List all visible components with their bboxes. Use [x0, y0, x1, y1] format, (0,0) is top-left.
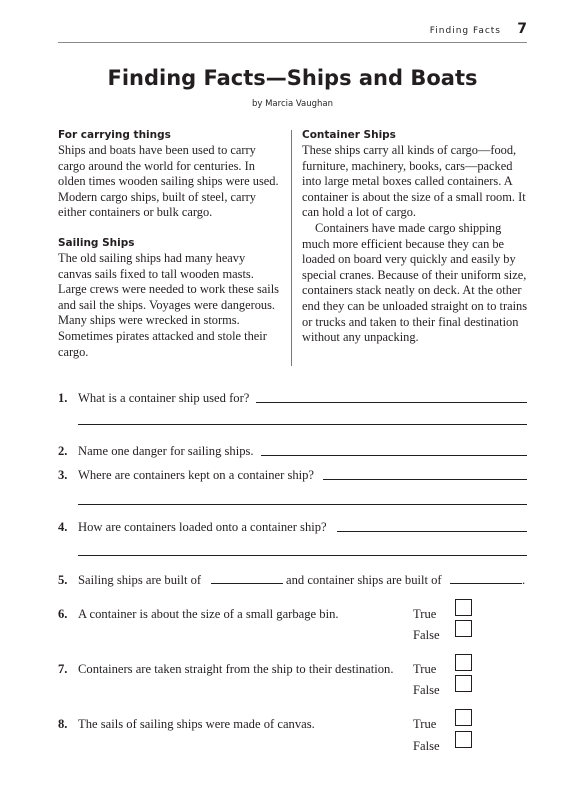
false-checkbox[interactable]: [455, 620, 472, 637]
question-number: 3.: [58, 468, 68, 482]
question-number: 8.: [58, 717, 68, 731]
answer-line-1b[interactable]: [78, 424, 527, 425]
paragraph-container-ships-1: These ships carry all kinds of cargo—food, furniture, machinery, books, cars—packed into large metal boxes called containers. A container is about the size of a small room. It can hold a lot of cargo.: [302, 143, 526, 220]
question-text: Containers are taken straight from the ship to their destination.: [78, 662, 394, 676]
question-number: 2.: [58, 444, 68, 458]
true-checkbox[interactable]: [455, 709, 472, 726]
answer-line-3a[interactable]: [323, 479, 527, 480]
false-label: False: [413, 739, 440, 753]
answer-line-3b[interactable]: [78, 504, 527, 505]
page-title: Finding Facts—Ships and Boats: [107, 66, 478, 90]
paragraph-carrying: Ships and boats have been used to carry cargo around the world for centuries. In olden times wooden sailing ships were used. Modern cargo ships, built of steel, carry either containers or bulk cargo.: [58, 143, 279, 220]
page-number: 7: [517, 21, 527, 37]
true-label: True: [413, 662, 437, 676]
false-label: False: [413, 683, 440, 697]
question-number: 1.: [58, 391, 68, 405]
false-label: False: [413, 628, 440, 642]
true-label: True: [413, 717, 437, 731]
paragraph-sailing-ships: The old sailing ships had many heavy canvas sails fixed to tall wooden masts. Large crews were needed to work these sails and sail the ships. Voyages were dangerous. Many ships were wrecked in storms. Sometimes pirates attacked and stole their cargo.: [58, 250, 279, 359]
question-number: 7.: [58, 662, 68, 676]
question-number: 6.: [58, 607, 68, 621]
paragraph-container-ships-2: Containers have made cargo shipping much more efficient because they can be loaded on board very quickly and easily by special cranes. Because of their uniform size, containers stack neatly on deck. At the other end they can be unloaded straight on to trains or trucks and taken to their final destination without any unpacking.: [302, 220, 528, 345]
question-text: A container is about the size of a small garbage bin.: [78, 607, 339, 621]
question-text: Name one danger for sailing ships.: [78, 444, 254, 458]
heading-carrying: For carrying things: [58, 129, 171, 141]
question-text: How are containers loaded onto a container ship?: [78, 520, 327, 534]
answer-blank-5b[interactable]: [450, 583, 522, 584]
true-label: True: [413, 607, 437, 621]
section-title: Finding Facts: [429, 26, 501, 36]
right-column: [302, 128, 530, 346]
column-divider: [291, 130, 292, 366]
question-number: 5.: [58, 573, 68, 587]
answer-line-4a[interactable]: [337, 531, 527, 532]
true-checkbox[interactable]: [455, 654, 472, 671]
left-column: [58, 128, 280, 360]
heading-sailing-ships: Sailing Ships: [58, 236, 135, 249]
false-checkbox[interactable]: [455, 675, 472, 692]
heading-container-ships: Container Ships: [302, 129, 396, 141]
answer-blank-5a[interactable]: [211, 583, 283, 584]
answer-line-4b[interactable]: [78, 555, 527, 556]
byline: by Marcia Vaughan: [251, 99, 334, 109]
question-text: The sails of sailing ships were made of canvas.: [78, 717, 315, 731]
answer-line-1a[interactable]: [256, 402, 527, 403]
false-checkbox[interactable]: [455, 731, 472, 748]
question-text: Where are containers kept on a container ship?: [78, 468, 315, 482]
answer-line-2[interactable]: [261, 455, 527, 456]
question-text-c: .: [522, 573, 526, 587]
question-text: What is a container ship used for?: [78, 391, 250, 405]
question-text-b: and container ships are built of: [286, 573, 442, 587]
question-text-a: Sailing ships are built of: [78, 573, 202, 587]
page-header: [58, 22, 527, 43]
question-number: 4.: [58, 520, 68, 534]
true-checkbox[interactable]: [455, 599, 472, 616]
